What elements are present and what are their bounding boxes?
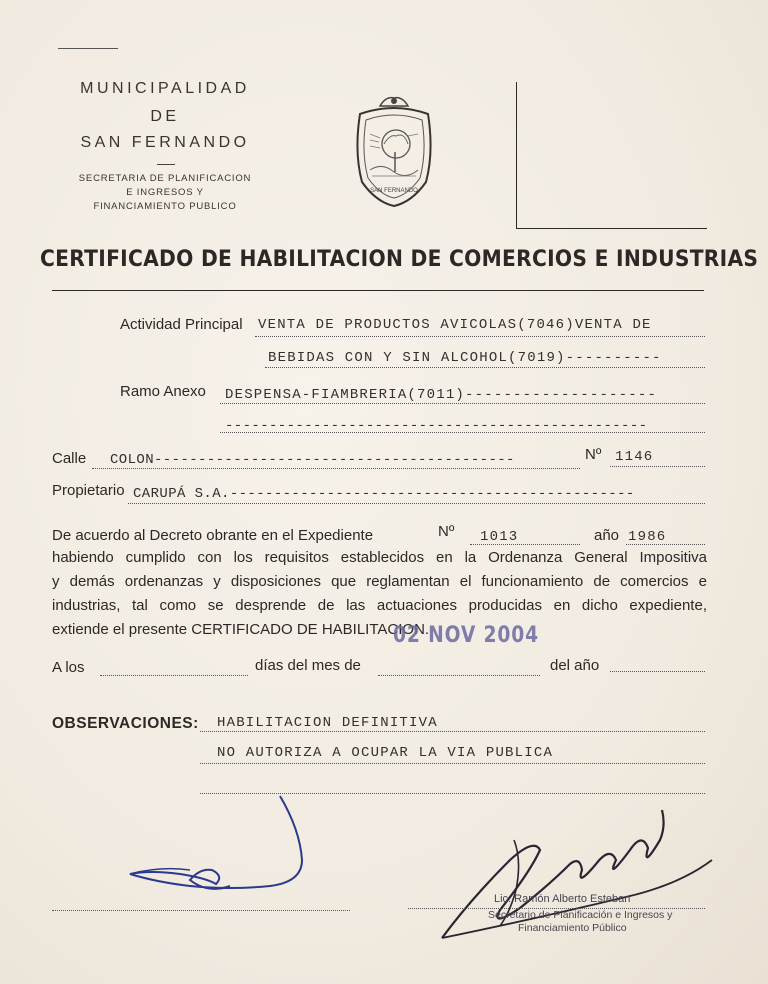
certificate-title: CERTIFICADO DE HABILITACION DE COMERCIOS E INDUSTRIAS	[40, 246, 759, 272]
observaciones-dotted-line2	[200, 763, 705, 764]
left-signature-icon	[120, 790, 320, 900]
paragraph-intro: De acuerdo al Decreto obrante en el Expediente	[52, 527, 374, 544]
header-dept-line2: E INGRESOS Y	[126, 187, 204, 198]
actividad-label: Actividad Principal	[120, 316, 243, 333]
calle-dotted-line	[92, 468, 580, 469]
numero-value: 1146	[615, 449, 654, 465]
top-mark	[58, 48, 118, 49]
ramo-dotted-line2	[220, 432, 705, 433]
propietario-dotted-line	[128, 503, 705, 504]
paragraph-line2: habiendo cumplido con los requisitos establecidos en la Ordenanza General Impositiva	[52, 549, 707, 566]
signer-name: Lic. Ramón Alberto Esteban	[494, 893, 631, 905]
anio-label: año	[594, 527, 620, 544]
expediente-value: 1013	[480, 529, 519, 545]
actividad-dotted-line2	[265, 367, 705, 368]
numero-dotted-line	[610, 466, 705, 467]
observaciones-label: OBSERVACIONES:	[52, 715, 199, 732]
ramo-label: Ramo Anexo	[120, 383, 206, 400]
anio-value: 1986	[628, 529, 667, 545]
actividad-value-line2: BEBIDAS CON Y SIN ALCOHOL(7019)----------	[268, 350, 662, 366]
header-de: DE	[150, 108, 180, 125]
stamp-area	[516, 82, 707, 229]
numero-label: Nº	[585, 446, 602, 463]
header-dept-line3: FINANCIAMIENTO PUBLICO	[93, 201, 237, 212]
header-san-fernando: SAN FERNANDO	[80, 134, 250, 151]
del-anio-dotted-line	[610, 671, 705, 672]
left-signature-line	[52, 910, 350, 911]
del-anio-label: del año	[550, 657, 600, 674]
a-los-label: A los	[52, 659, 85, 676]
municipal-seal-icon	[346, 92, 442, 210]
mes-dotted-line	[378, 675, 540, 676]
ramo-value-line1: DESPENSA-FIAMBRERIA(7011)--------------------	[225, 387, 658, 403]
signer-role-line2: Financiamiento Público	[518, 922, 627, 934]
paragraph-line3: y demás ordenanzas y disposiciones que reglamentan el funcionamiento de comercios e	[52, 573, 707, 590]
anio-dotted-line	[626, 544, 705, 545]
dia-dotted-line	[100, 675, 248, 676]
observaciones-dotted-line1	[200, 731, 705, 732]
propietario-value: CARUPÁ S.A.----------------------------------------------	[133, 486, 635, 502]
ramo-value-line2: ------------------------------------------------	[225, 418, 648, 434]
seal-label: SAN FERNANDO	[370, 188, 418, 194]
signer-role-line1: Secretario de Planificación e Ingresos y	[488, 909, 673, 921]
header-municipalidad: MUNICIPALIDAD	[80, 80, 250, 97]
title-underline	[52, 290, 704, 291]
expediente-label: Nº	[438, 523, 455, 540]
observaciones-line1: HABILITACION DEFINITIVA	[217, 715, 438, 731]
calle-value: COLON-----------------------------------------	[110, 452, 515, 468]
date-stamp: 02 NOV 2004	[393, 623, 539, 648]
paragraph-line5: extiende el presente CERTIFICADO DE HABILITACION.	[52, 621, 430, 638]
actividad-dotted-line1	[255, 336, 705, 337]
paragraph-line4: industrias, tal como se desprende de las actuaciones producidas en dicho expediente,	[52, 597, 707, 614]
dias-mes-label: días del mes de	[255, 657, 361, 674]
propietario-label: Propietario	[52, 482, 125, 499]
ramo-dotted-line1	[220, 403, 705, 404]
calle-label: Calle	[52, 450, 87, 467]
header-dept-line1: SECRETARIA DE PLANIFICACION	[78, 173, 252, 184]
actividad-value-line1: VENTA DE PRODUCTOS AVICOLAS(7046)VENTA DE	[258, 317, 652, 333]
observaciones-line2: NO AUTORIZA A OCUPAR LA VIA PUBLICA	[217, 745, 554, 761]
expediente-dotted-line	[470, 544, 580, 545]
header-divider	[157, 164, 175, 165]
